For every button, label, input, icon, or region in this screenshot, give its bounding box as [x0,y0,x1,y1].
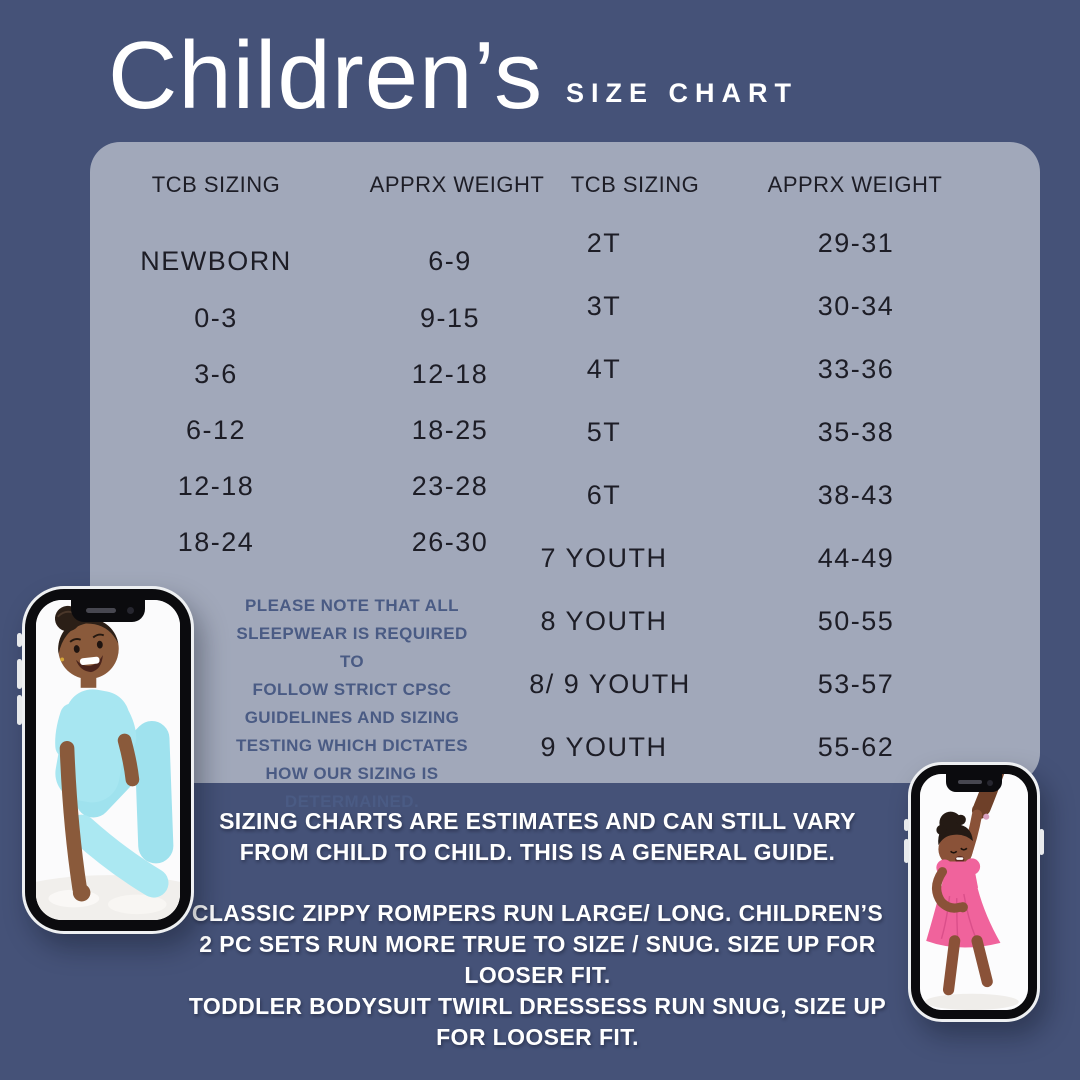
note-line: DETERMAINED. [284,792,420,811]
table-cell-size: 18-24 [177,527,255,557]
left-table-header-sizing: TCB SIZING [151,172,281,197]
table-cell-size: 0-3 [194,303,238,333]
table-cell-weight: 6-9 [428,246,472,276]
footer-line: CLASSIC ZIPPY ROMPERS RUN LARGE/ LONG. CHILDREN’S [191,900,884,926]
table-cell-weight: 29-31 [817,228,895,258]
footer-line: FROM CHILD TO CHILD. THIS IS A GENERAL GUIDE. [239,839,836,865]
note-line: FOLLOW STRICT CPSC [252,680,452,699]
table-cell-weight: 55-62 [817,732,895,762]
table-cell-size: 2T [586,228,622,258]
volume-up-button [17,659,22,689]
table-cell-size: 7 YOUTH [540,543,668,573]
table-cell-weight: 18-25 [411,415,489,445]
right-table-header-sizing: TCB SIZING [570,172,700,197]
table-cell-weight: 50-55 [817,606,895,636]
note-line: TESTING WHICH DICTATES [236,736,468,755]
footer-notes [150,806,925,1053]
page-subtitle: SIZE CHART [566,78,798,108]
table-cell-size: NEWBORN [140,246,292,276]
speaker-slot [958,780,982,784]
table-cell-weight: 9-15 [419,303,481,333]
speaker-slot [86,608,116,613]
table-cell-size: 5T [586,417,622,447]
table-cell-weight: 12-18 [411,359,489,389]
power-button [1039,829,1044,855]
table-cell-size: 8/ 9 YOUTH [529,669,691,699]
mute-switch [17,633,22,647]
table-cell-size: 3-6 [194,359,238,389]
mute-switch [904,819,909,831]
camera-dot [127,607,134,614]
footer-line: FOR LOOSER FIT. [436,1024,639,1050]
toddler-dress-photo [920,774,1028,1010]
table-cell-weight: 38-43 [817,480,895,510]
child-pajamas-photo [36,600,180,920]
table-cell-weight: 23-28 [411,471,489,501]
footer-line: TODDLER BODYSUIT TWIRL DRESSESS RUN SNUG, SIZE UP [188,993,887,1019]
phone-notch [946,774,1002,792]
table-cell-weight: 26-30 [411,527,489,557]
footer-line: SIZING CHARTS ARE ESTIMATES AND CAN STILL VARY [219,808,856,834]
footer-line: 2 PC SETS RUN MORE TRUE TO SIZE / SNUG. SIZE UP FOR [199,931,876,957]
sleepwear-note [222,592,482,816]
camera-dot [987,780,993,786]
note-line: HOW OUR SIZING IS [265,764,439,783]
table-cell-size: 3T [586,291,622,321]
phone-mockup-left [22,586,194,934]
table-cell-size: 4T [586,354,622,384]
note-line: SLEEPWEAR IS REQUIRED TO [236,624,468,671]
phone-screen [920,774,1028,1010]
table-cell-size: 6-12 [185,415,247,445]
footer-paragraph-rompers [150,898,925,991]
footer-paragraph-estimates [150,806,925,868]
table-cell-weight: 53-57 [817,669,895,699]
note-line: GUIDELINES AND SIZING [244,708,460,727]
table-cell-weight: 30-34 [817,291,895,321]
right-table-header-weight: APPRX WEIGHT [767,172,943,197]
note-line: PLEASE NOTE THAT ALL [245,596,459,615]
phone-mockup-right [908,762,1040,1022]
page-title: Children’s [108,22,544,129]
left-table-header-weight: APPRX WEIGHT [369,172,545,197]
table-cell-size: 12-18 [177,471,255,501]
table-cell-weight: 33-36 [817,354,895,384]
table-cell-weight: 35-38 [817,417,895,447]
volume-down-button [17,695,22,725]
table-cell-weight: 44-49 [817,543,895,573]
size-table-panel [90,142,1040,811]
table-cell-size: 8 YOUTH [540,606,668,636]
phone-screen [36,600,180,920]
table-cell-size: 6T [586,480,622,510]
footer-line: LOOSER FIT. [464,962,611,988]
footer-paragraph-bodysuit [150,991,925,1053]
volume-up-button [904,839,909,863]
phone-notch [71,600,145,622]
table-cell-size: 9 YOUTH [540,732,668,762]
